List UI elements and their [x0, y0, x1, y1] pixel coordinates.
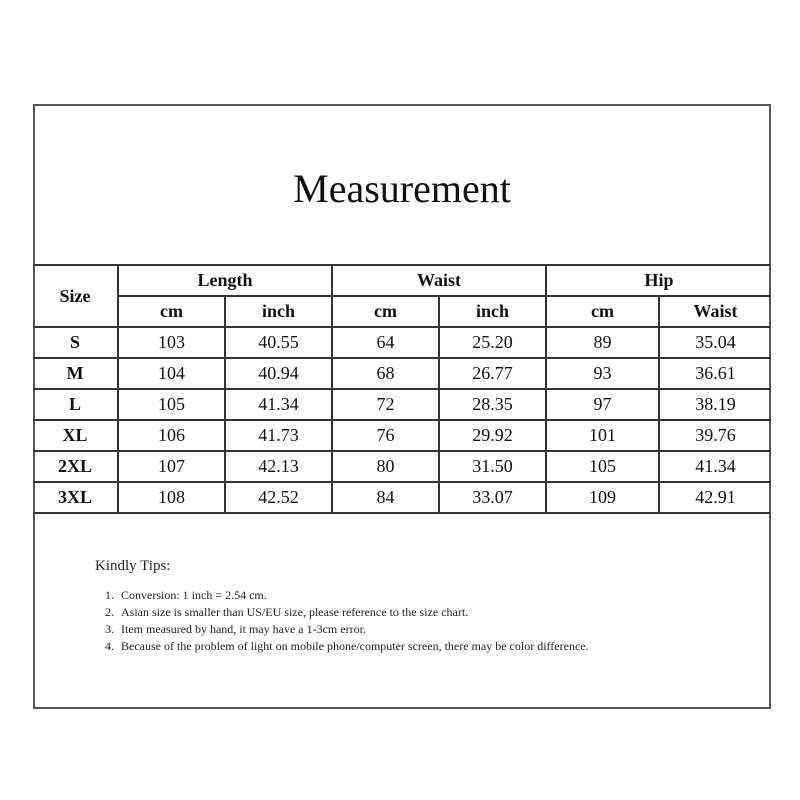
size-cell: 2XL — [33, 451, 118, 482]
value-cell: 40.94 — [225, 358, 332, 389]
value-cell: 80 — [332, 451, 439, 482]
value-cell: 97 — [546, 389, 659, 420]
value-cell: 42.13 — [225, 451, 332, 482]
value-cell: 41.73 — [225, 420, 332, 451]
size-chart-table — [33, 264, 771, 514]
waist-header: Waist — [332, 265, 546, 296]
table-subheader-row — [33, 296, 771, 327]
value-cell: 72 — [332, 389, 439, 420]
value-cell: 93 — [546, 358, 659, 389]
value-cell: 104 — [118, 358, 225, 389]
value-cell: 107 — [118, 451, 225, 482]
value-cell: 36.61 — [659, 358, 771, 389]
value-cell: 106 — [118, 420, 225, 451]
value-cell: 26.77 — [439, 358, 546, 389]
value-cell: 25.20 — [439, 327, 546, 358]
value-cell: 108 — [118, 482, 225, 513]
tip-item: 3. Item measured by hand, it may have a 1-3cm error. — [117, 621, 729, 638]
value-cell: 42.52 — [225, 482, 332, 513]
table-row — [33, 358, 771, 389]
value-cell: 29.92 — [439, 420, 546, 451]
value-cell: 38.19 — [659, 389, 771, 420]
value-cell: 33.07 — [439, 482, 546, 513]
value-cell: 68 — [332, 358, 439, 389]
value-cell: 84 — [332, 482, 439, 513]
value-cell: 28.35 — [439, 389, 546, 420]
size-cell: XL — [33, 420, 118, 451]
measurement-card — [33, 104, 771, 709]
table-row — [33, 482, 771, 513]
subheader-cell: inch — [439, 296, 546, 327]
size-header: Size — [33, 265, 118, 327]
hip-header: Hip — [546, 265, 771, 296]
value-cell: 42.91 — [659, 482, 771, 513]
subheader-cell: cm — [118, 296, 225, 327]
table-row — [33, 327, 771, 358]
value-cell: 39.76 — [659, 420, 771, 451]
value-cell: 40.55 — [225, 327, 332, 358]
value-cell: 76 — [332, 420, 439, 451]
value-cell: 35.04 — [659, 327, 771, 358]
table-row — [33, 420, 771, 451]
value-cell: 64 — [332, 327, 439, 358]
page-title: Measurement — [293, 165, 511, 211]
value-cell: 105 — [118, 389, 225, 420]
value-cell: 103 — [118, 327, 225, 358]
size-cell: L — [33, 389, 118, 420]
value-cell: 101 — [546, 420, 659, 451]
table-row — [33, 451, 771, 482]
length-header: Length — [118, 265, 332, 296]
subheader-cell: Waist — [659, 296, 771, 327]
tips-title: Kindly Tips: — [95, 558, 171, 574]
tips-section — [95, 558, 729, 655]
value-cell: 41.34 — [225, 389, 332, 420]
subheader-cell: cm — [332, 296, 439, 327]
table-row — [33, 389, 771, 420]
tip-item: 2. Asian size is smaller than US/EU size, please reference to the size chart. — [117, 604, 729, 621]
value-cell: 109 — [546, 482, 659, 513]
subheader-cell: inch — [225, 296, 332, 327]
size-cell: 3XL — [33, 482, 118, 513]
value-cell: 89 — [546, 327, 659, 358]
size-cell: M — [33, 358, 118, 389]
tip-item: 1. Conversion: 1 inch = 2.54 cm. — [117, 587, 729, 604]
tip-item: 4. Because of the problem of light on mobile phone/computer screen, there may be color difference. — [117, 638, 729, 655]
value-cell: 31.50 — [439, 451, 546, 482]
size-cell: S — [33, 327, 118, 358]
tips-list — [95, 587, 729, 655]
value-cell: 41.34 — [659, 451, 771, 482]
table-header-row — [33, 265, 771, 296]
value-cell: 105 — [546, 451, 659, 482]
subheader-cell: cm — [546, 296, 659, 327]
